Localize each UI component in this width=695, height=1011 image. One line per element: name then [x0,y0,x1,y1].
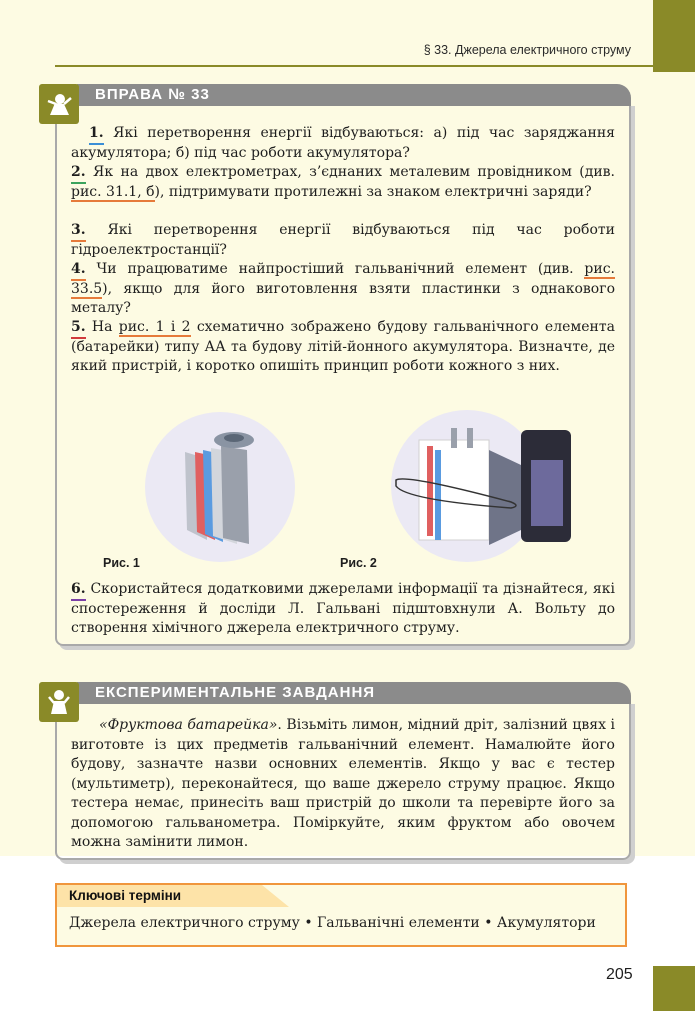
key-terms-box [55,883,627,947]
corner-tab [653,0,695,72]
question-4-text-a: Чи працюватиме найпростіший гальванічний елемент (див. [85,261,585,277]
exercise-box [55,86,631,646]
question-1-text: Які перетворення енергії відбуваються: а) під час заряджання акумулятора; б) під час роботи акумулятора? [71,125,615,161]
page-number: 205 [606,966,633,983]
question-3-text: Які перетворення енергії відбуваються під час роботи гідроелектростанції? [71,222,615,258]
question-5-text-b: схематично зображено будову гальванічного елемента (батарейки) типу АА та будову літій-йонного акумулятора. Визначте, де який пристрій, і коротко опишіть принцип роботи кожного з них. [71,319,615,374]
question-3-number: 3. [71,221,86,241]
exercise-icon [39,84,79,124]
question-3 [71,221,615,260]
question-2-text-a: Як на двох електрометрах, з’єднаних металевим провідником (див. [85,164,615,180]
experiment-header [39,682,631,704]
exercise-title-bar [77,84,631,106]
question-4-number: 4. [71,260,86,280]
question-2 [71,163,615,202]
accumulator-cutaway-icon [391,410,591,562]
question-4-text-b: ), якщо для його виготовлення взяти пластинки з однакового металу? [71,280,615,316]
running-header: § 33. Джерела електричного струму [423,43,631,57]
experiment-title-bar [77,682,631,704]
figure-2-caption: Рис. 2 [340,556,377,570]
experiment-title: ЕКСПЕРИМЕНТАЛЬНЕ ЗАВДАННЯ [95,684,376,701]
experiment-body: . Візьміть лимон, мідний дріт, залізний цвях і виготовте із цих предметів гальванічний елемент. Намалюйте його будову, зазначте назви основних елементів. Якщо у вас є тестер (мультиметр), переконайтеся, що ваше джерело струму працює. Якщо тестера немає, принесіть ваш пристрій до школи та перевірте його за допомогою гальванометра. Поміркуйте, яким фруктом або овочем можна замінити лимон. [71,717,615,850]
experiment-text [71,716,615,853]
experiment-box [55,684,631,860]
question-1-number: 1. [89,124,104,144]
exercise-header [39,84,631,106]
question-5-number: 5. [71,318,86,338]
question-1 [71,124,615,163]
figure-1-battery [145,412,295,562]
question-2-number: 2. [71,163,86,183]
bottom-corner-tab [653,966,695,1011]
figure-ref-31-1[interactable]: рис. 31.1, б [71,183,155,200]
experiment-lead: «Фруктова батарейка» [99,717,278,733]
question-4 [71,260,615,319]
header-rule [55,65,695,67]
scientist-icon [44,687,74,717]
question-5 [71,318,615,377]
battery-cutaway-icon [145,412,295,562]
question-6-text: Скористайтеся додатковими джерелами інформації та дізнайтеся, які спостереження й досліди Л. Гальвані підштовхнули А. Вольту до створення хімічного джерела електричного струму. [71,581,615,636]
key-terms-list: Джерела електричного струму • Гальванічні елементи • Акумулятори [69,915,596,931]
figure-ref-33-5[interactable]: рис. 33.5 [71,261,615,297]
exercise-title: ВПРАВА № 33 [95,86,210,103]
mascot-icon [44,89,74,119]
key-terms-title: Ключові терміни [69,888,182,903]
figure-1-caption: Рис. 1 [103,556,140,570]
question-6-number: 6. [71,580,86,600]
figure-2-accumulator [391,410,543,562]
question-6 [71,580,615,639]
question-2-text-b: ), підтримувати протилежні за знаком електричні заряди? [154,183,592,200]
figure-ref-1-2[interactable]: рис. 1 і 2 [118,319,191,335]
question-5-text-a: На [85,319,119,335]
